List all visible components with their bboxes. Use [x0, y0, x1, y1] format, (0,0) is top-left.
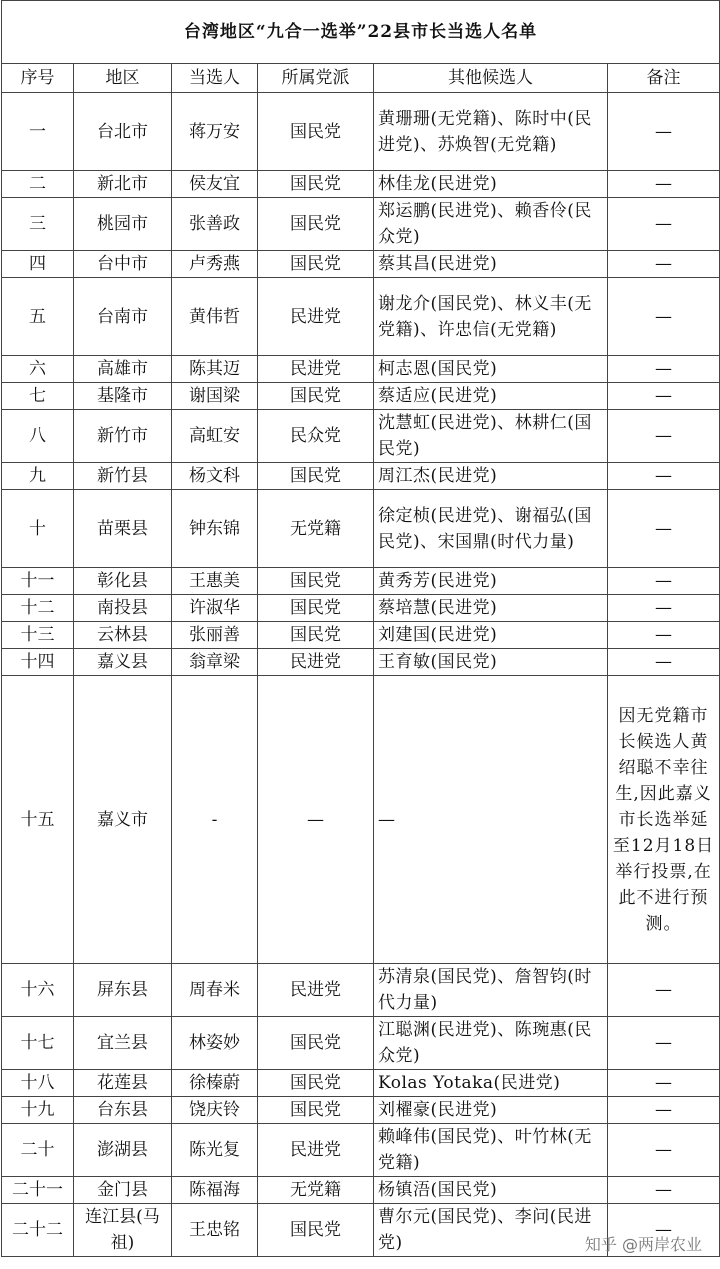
table-row	[2, 463, 720, 490]
row-winner: 杨文科	[172, 463, 258, 490]
row-note: —	[608, 964, 720, 1017]
row-note: —	[608, 356, 720, 383]
row-party: 国民党	[258, 1017, 374, 1070]
row-note: —	[608, 383, 720, 410]
row-winner: -	[172, 676, 258, 964]
row-number: 十一	[2, 568, 74, 595]
watermark	[585, 1232, 702, 1255]
row-number: 五	[2, 278, 74, 356]
table-row	[2, 1124, 720, 1177]
row-number: 十四	[2, 649, 74, 676]
row-region: 台北市	[74, 93, 172, 171]
row-note: —	[608, 1177, 720, 1204]
header-winner: 当选人	[172, 64, 258, 93]
row-party: 民进党	[258, 278, 374, 356]
row-party: 民进党	[258, 649, 374, 676]
row-winner: 陈福海	[172, 1177, 258, 1204]
row-party: 国民党	[258, 198, 374, 251]
row-winner: 谢国梁	[172, 383, 258, 410]
row-region: 云林县	[74, 622, 172, 649]
row-party: 国民党	[258, 1204, 374, 1257]
row-winner: 徐榛蔚	[172, 1070, 258, 1097]
row-other-candidates: 郑运鹏(民进党)、赖香伶(民众党)	[374, 198, 608, 251]
table-row	[2, 1017, 720, 1070]
row-party: 民众党	[258, 410, 374, 463]
row-party: 无党籍	[258, 1177, 374, 1204]
row-other-candidates: 黄珊珊(无党籍)、陈时中(民进党)、苏焕智(无党籍)	[374, 93, 608, 171]
row-party: 国民党	[258, 251, 374, 278]
row-other-candidates: 周江杰(民进党)	[374, 463, 608, 490]
row-number: 七	[2, 383, 74, 410]
row-other-candidates: 江聪渊(民进党)、陈琬惠(民众党)	[374, 1017, 608, 1070]
row-region: 高雄市	[74, 356, 172, 383]
row-region: 嘉义县	[74, 649, 172, 676]
row-other-candidates: 蔡适应(民进党)	[374, 383, 608, 410]
table-row	[2, 1070, 720, 1097]
row-winner: 王惠美	[172, 568, 258, 595]
row-region: 台中市	[74, 251, 172, 278]
row-other-candidates: 林佳龙(民进党)	[374, 171, 608, 198]
row-other-candidates: 赖峰伟(国民党)、叶竹林(无党籍)	[374, 1124, 608, 1177]
row-other-candidates: 王育敏(国民党)	[374, 649, 608, 676]
row-note: —	[608, 595, 720, 622]
row-note: —	[608, 278, 720, 356]
row-party: 国民党	[258, 1097, 374, 1124]
row-party: 国民党	[258, 568, 374, 595]
row-other-candidates: 刘建国(民进党)	[374, 622, 608, 649]
table-row	[2, 383, 720, 410]
row-number: 六	[2, 356, 74, 383]
row-number: 八	[2, 410, 74, 463]
row-note: 因无党籍市长候选人黄绍聪不幸往生,因此嘉义市长选举延至12月18日举行投票,在此不进行预测。	[608, 676, 720, 964]
row-region: 澎湖县	[74, 1124, 172, 1177]
row-note: —	[608, 171, 720, 198]
row-party: —	[258, 676, 374, 964]
header-note: 备注	[608, 64, 720, 93]
row-other-candidates: 蔡培慧(民进党)	[374, 595, 608, 622]
row-winner: 周春米	[172, 964, 258, 1017]
row-other-candidates: 曹尔元(国民党)、李问(民进党)	[374, 1204, 608, 1257]
row-region: 花莲县	[74, 1070, 172, 1097]
row-note: —	[608, 93, 720, 171]
row-region: 彰化县	[74, 568, 172, 595]
row-note: —	[608, 1017, 720, 1070]
row-party: 民进党	[258, 964, 374, 1017]
row-other-candidates: 苏清泉(国民党)、詹智钧(时代力量)	[374, 964, 608, 1017]
table-row	[2, 676, 720, 964]
row-winner: 侯友宜	[172, 171, 258, 198]
row-region: 金门县	[74, 1177, 172, 1204]
row-winner: 卢秀燕	[172, 251, 258, 278]
table-row	[2, 568, 720, 595]
row-note: —	[608, 649, 720, 676]
watermark-text: 知乎 @两岸农业	[584, 1235, 702, 1254]
row-region: 新竹市	[74, 410, 172, 463]
row-number: 十九	[2, 1097, 74, 1124]
row-party: 民进党	[258, 1124, 374, 1177]
table-row	[2, 278, 720, 356]
row-region: 连江县(马祖)	[74, 1204, 172, 1257]
row-number: 四	[2, 251, 74, 278]
row-winner: 王忠铭	[172, 1204, 258, 1257]
row-winner: 张丽善	[172, 622, 258, 649]
table-row	[2, 251, 720, 278]
row-number: 二十二	[2, 1204, 74, 1257]
row-party: 国民党	[258, 1070, 374, 1097]
table-row	[2, 198, 720, 251]
row-other-candidates: 杨镇浯(国民党)	[374, 1177, 608, 1204]
row-note: —	[608, 568, 720, 595]
row-winner: 林姿妙	[172, 1017, 258, 1070]
row-note: —	[608, 1070, 720, 1097]
row-other-candidates: 蔡其昌(民进党)	[374, 251, 608, 278]
row-region: 新竹县	[74, 463, 172, 490]
row-note: —	[608, 251, 720, 278]
row-number: 三	[2, 198, 74, 251]
row-region: 嘉义市	[74, 676, 172, 964]
row-number: 十八	[2, 1070, 74, 1097]
table-row	[2, 490, 720, 568]
row-note: —	[608, 463, 720, 490]
row-note: —	[608, 198, 720, 251]
table-row	[2, 1177, 720, 1204]
row-region: 基隆市	[74, 383, 172, 410]
row-region: 台南市	[74, 278, 172, 356]
table-title: 台湾地区“九合一选举”22县市长当选人名单	[2, 1, 720, 64]
row-number: 十六	[2, 964, 74, 1017]
row-party: 国民党	[258, 93, 374, 171]
row-note: —	[608, 1097, 720, 1124]
row-winner: 陈光复	[172, 1124, 258, 1177]
results-table	[1, 0, 720, 1257]
row-other-candidates: 刘櫂豪(民进党)	[374, 1097, 608, 1124]
table-row	[2, 622, 720, 649]
header-no: 序号	[2, 64, 74, 93]
row-region: 台东县	[74, 1097, 172, 1124]
row-other-candidates: —	[374, 676, 608, 964]
row-note: —	[608, 490, 720, 568]
row-winner: 黄伟哲	[172, 278, 258, 356]
header-region: 地区	[74, 64, 172, 93]
row-party: 国民党	[258, 171, 374, 198]
row-number: 十五	[2, 676, 74, 964]
row-party: 无党籍	[258, 490, 374, 568]
table-row	[2, 171, 720, 198]
table-row	[2, 595, 720, 622]
row-party: 国民党	[258, 383, 374, 410]
row-other-candidates: 黄秀芳(民进党)	[374, 568, 608, 595]
row-other-candidates: Kolas Yotaka(民进党)	[374, 1070, 608, 1097]
row-number: 二	[2, 171, 74, 198]
table-row	[2, 410, 720, 463]
row-winner: 翁章梁	[172, 649, 258, 676]
table-row	[2, 356, 720, 383]
table-row	[2, 93, 720, 171]
row-party: 民进党	[258, 356, 374, 383]
table-row	[2, 964, 720, 1017]
row-region: 南投县	[74, 595, 172, 622]
header-party: 所属党派	[258, 64, 374, 93]
row-number: 二十	[2, 1124, 74, 1177]
row-number: 十二	[2, 595, 74, 622]
table-row	[2, 1097, 720, 1124]
row-number: 十三	[2, 622, 74, 649]
row-number: 十七	[2, 1017, 74, 1070]
row-winner: 蒋万安	[172, 93, 258, 171]
row-other-candidates: 谢龙介(国民党)、林义丰(无党籍)、许忠信(无党籍)	[374, 278, 608, 356]
row-note: —	[608, 410, 720, 463]
row-number: 一	[2, 93, 74, 171]
row-note: —	[608, 1204, 720, 1257]
row-number: 二十一	[2, 1177, 74, 1204]
row-winner: 张善政	[172, 198, 258, 251]
row-winner: 陈其迈	[172, 356, 258, 383]
row-winner: 钟东锦	[172, 490, 258, 568]
row-region: 宜兰县	[74, 1017, 172, 1070]
row-winner: 饶庆铃	[172, 1097, 258, 1124]
row-region: 屏东县	[74, 964, 172, 1017]
row-note: —	[608, 622, 720, 649]
row-note: —	[608, 1124, 720, 1177]
header-row	[2, 64, 720, 93]
header-others: 其他候选人	[374, 64, 608, 93]
row-number: 九	[2, 463, 74, 490]
row-party: 国民党	[258, 463, 374, 490]
row-other-candidates: 徐定桢(民进党)、谢福弘(国民党)、宋国鼎(时代力量)	[374, 490, 608, 568]
row-party: 国民党	[258, 622, 374, 649]
row-other-candidates: 沈慧虹(民进党)、林耕仁(国民党)	[374, 410, 608, 463]
row-other-candidates: 柯志恩(国民党)	[374, 356, 608, 383]
table-row	[2, 649, 720, 676]
row-region: 桃园市	[74, 198, 172, 251]
row-winner: 高虹安	[172, 410, 258, 463]
row-number: 十	[2, 490, 74, 568]
row-region: 苗栗县	[74, 490, 172, 568]
row-region: 新北市	[74, 171, 172, 198]
row-winner: 许淑华	[172, 595, 258, 622]
row-party: 国民党	[258, 595, 374, 622]
